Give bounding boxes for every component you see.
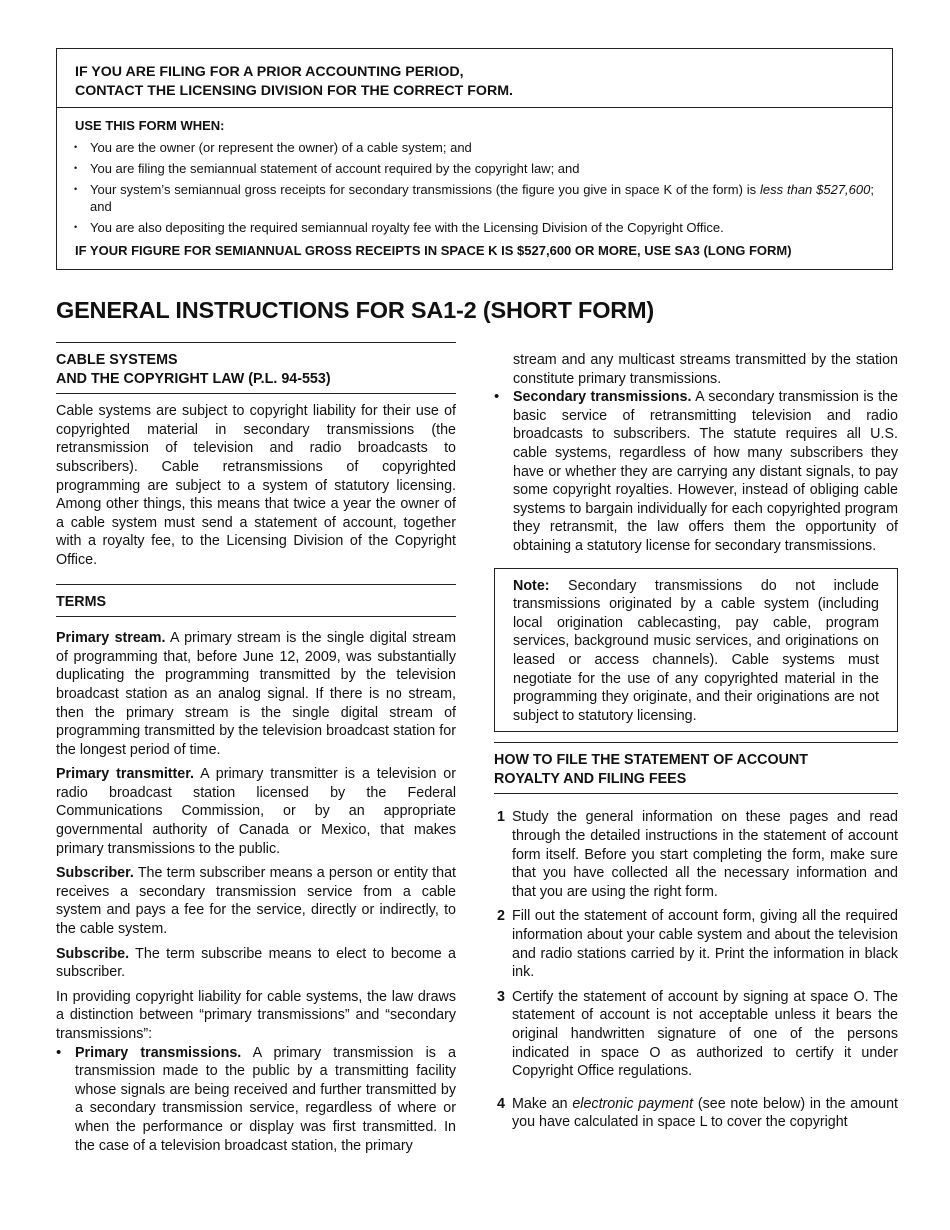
note-box: Note: Secondary transmissions do not include transmissions originated by a cable system (including local origination cablecasting, pay cable, program services, background music services, and originations on leased or access channels). Cable systems must negotiate for the use of any copyrighted material in the programming they originate, and their originations are not subject to statutory licensing.	[494, 568, 898, 733]
primary-transmissions-bullet: • Primary transmissions. A primary transmission is a transmission made to the public by a transmitting facility whose signals are being received and further transmitted by a secondary transmission service, regardless of where or when the performance or display was first transmitted. In the case of a television broadcast station, the primary	[56, 1044, 456, 1156]
condition-item: • You are the owner (or represent the owner) of a cable system; and	[75, 139, 874, 157]
notice-line-2: CONTACT THE LICENSING DIVISION FOR THE CORRECT FORM.	[75, 83, 513, 99]
how-to-file-heading: HOW TO FILE THE STATEMENT OF ACCOUNT ROYALTY AND FILING FEES	[494, 742, 898, 794]
right-column	[494, 351, 898, 1138]
use-form-section	[57, 108, 892, 259]
filing-step: 4 Make an electronic payment (see note below) in the amount you have calculated in space L to cover the copyright	[497, 1095, 898, 1131]
use-form-conditions	[75, 139, 874, 237]
term-primary-stream: Primary stream. A primary stream is the single digital stream of programming that, before June 12, 2009, was substantially duplicating the programming transmitted by the television broadcast station as an analog signal. If there is no stream, then the primary stream is the single digital stream of programming transmitted by the television broadcast station for the longest period of time.	[56, 630, 456, 758]
cable-systems-heading: CABLE SYSTEMS AND THE COPYRIGHT LAW (P.L. 94-553)	[56, 342, 456, 394]
prior-period-notice	[57, 49, 892, 108]
terms-heading: TERMS	[56, 584, 456, 618]
notice-line-1: IF YOU ARE FILING FOR A PRIOR ACCOUNTING PERIOD,	[75, 64, 464, 80]
filing-step: 2 Fill out the statement of account form, giving all the required information about your cable system and about the television and radio stations carried by it. Print the information in black ink.	[497, 908, 898, 981]
term-subscribe: Subscribe. The term subscribe means to elect to become a subscriber.	[56, 945, 456, 981]
condition-item: • You are also depositing the required semiannual royalty fee with the Licensing Division of the Copyright Office.	[75, 219, 874, 237]
secondary-transmissions-bullet: • Secondary transmissions. A secondary transmission is the basic service of retransmitting television and radio broadcasts to subscribers. The statute requires all U.S. cable systems, regardless of how many subscribers they have or whether they are carrying any distant signals, to pay some copyright royalties. However, instead of obliging cable systems to bargain individually for each copyrighted program they retransmit, the law offers them the opportunity of obtaining a statutory license for secondary transmissions.	[494, 388, 898, 555]
distinction-paragraph: In providing copyright liability for cable systems, the law draws a distinction between “primary transmissions” and “secondary transmissions”:	[56, 988, 456, 1042]
filing-step: 3 Certify the statement of account by signing at space O. The statement of account is not acceptable unless it bears the original handwritten signature of one of the persons indicated in space O as authorized to certify it under Copyright Office regulations.	[497, 988, 898, 1080]
electronic-payment-term: electronic payment	[572, 1095, 694, 1112]
condition-item: • You are filing the semiannual statement of account required by the copyright law; and	[75, 160, 874, 178]
filing-notice-box	[56, 48, 893, 270]
page-title: GENERAL INSTRUCTIONS FOR SA1-2 (SHORT FORM)	[56, 297, 655, 323]
term-subscriber: Subscriber. The term subscriber means a person or entity that receives a secondary transmission service from a cable system and pays a fee for the service, directly or indirectly, to the cable system.	[56, 865, 456, 938]
left-column	[56, 342, 456, 1155]
filing-step: 1 Study the general information on these pages and read through the detailed instructions in the statement of account form itself. Before you start completing the form, make sure that you have collected all the necessary information and that you are using the right form.	[497, 809, 898, 900]
filing-steps	[494, 808, 898, 1132]
threshold-amount: less than $527,600	[760, 181, 871, 197]
long-form-notice: IF YOUR FIGURE FOR SEMIANNUAL GROSS RECEIPTS IN SPACE K IS $527,600 OR MORE, USE SA3 (LONG FORM)	[75, 242, 792, 258]
term-primary-transmitter: Primary transmitter. A primary transmitter is a television or radio broadcast station licensed by the Federal Communications Commission, or by an appropriate governmental authority of Canada or Mexico, that makes primary transmissions to the public.	[56, 766, 456, 857]
primary-transmissions-continuation: stream and any multicast streams transmitted by the station constitute primary transmissions.	[513, 352, 898, 387]
condition-item: • Your system’s semiannual gross receipts for secondary transmissions (the figure you give in space K of the form) is less than $527,600; and	[75, 181, 874, 216]
cable-systems-paragraph: Cable systems are subject to copyright liability for their use of copyrighted material in secondary transmissions (the retransmission of television and radio broadcasts to subscribers). Cable retransmissions of copyrighted programming are subject to a system of statutory licensing. Among other things, this means that twice a year the owner of a cable system must send a statement of account, together with a royalty fee, to the Licensing Division of the Copyright Office.	[56, 403, 456, 568]
use-form-when-heading: USE THIS FORM WHEN:	[75, 118, 225, 133]
